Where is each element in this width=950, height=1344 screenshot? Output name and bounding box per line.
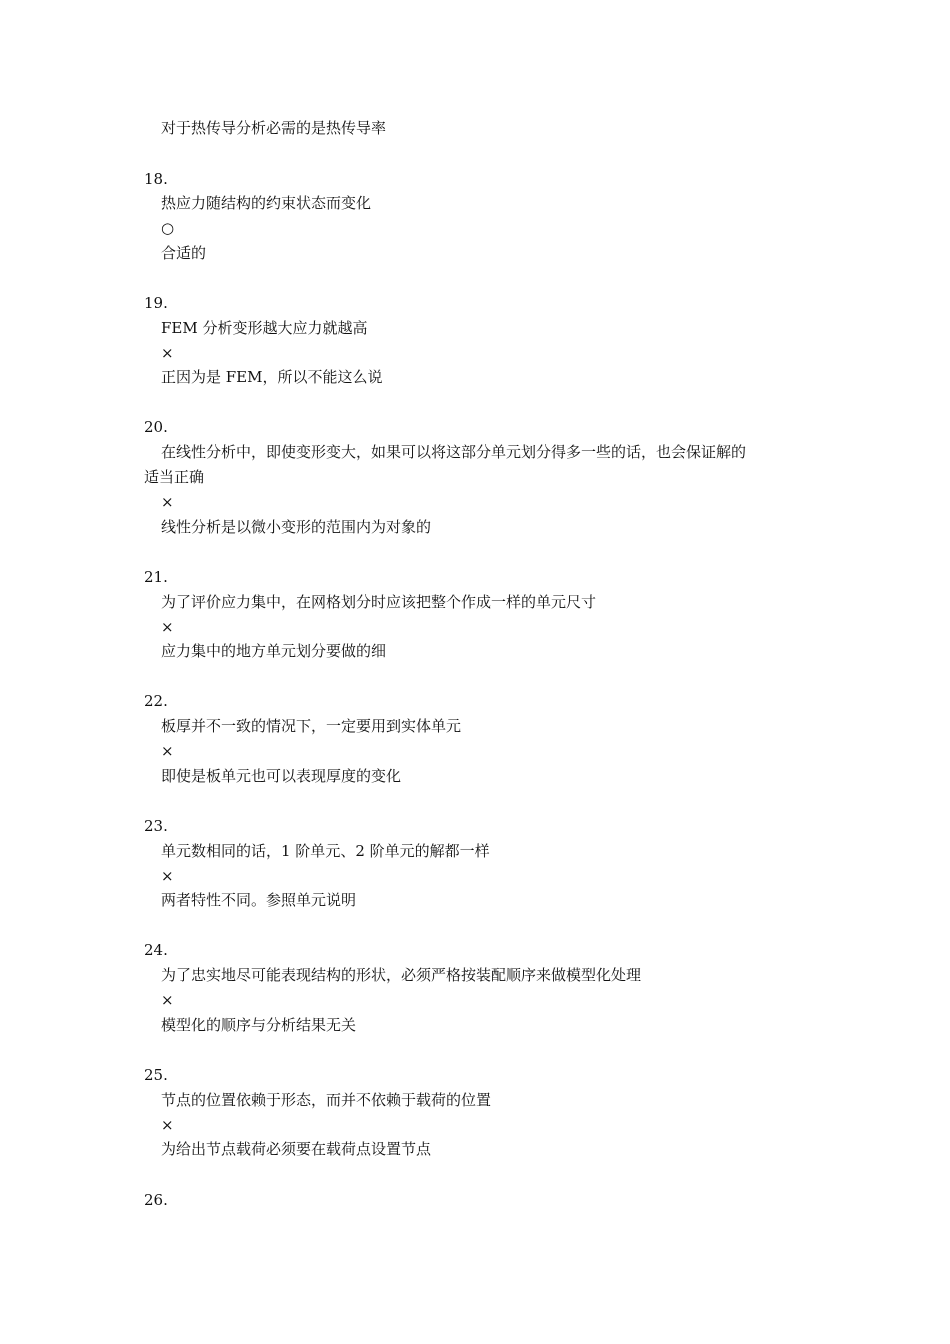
answer-explanation-23: 两者特性不同。参照单元说明	[161, 891, 357, 909]
question-number-19: 19.	[144, 294, 168, 312]
question-text-22: 板厚并不一致的情况下，一定要用到实体单元	[161, 717, 462, 735]
question-number-21: 21.	[144, 568, 168, 586]
answer-explanation-22: 即使是板单元也可以表现厚度的变化	[161, 767, 402, 785]
answer-mark-22: ×	[161, 742, 174, 760]
answer-mark-19: ×	[161, 344, 174, 362]
answer-mark-24: ×	[161, 991, 174, 1009]
question-number-24: 24.	[144, 941, 168, 959]
question-text-18: 热应力随结构的约束状态而变化	[161, 194, 372, 212]
answer-mark-18: ○	[161, 219, 175, 237]
answer-explanation-20: 线性分析是以微小变形的范围内为对象的	[161, 518, 432, 536]
answer-mark-23: ×	[161, 867, 174, 885]
answer-explanation-18: 合适的	[161, 244, 207, 262]
question-text-23: 单元数相同的话，1 阶单元、2 阶单元的解都一样	[161, 842, 490, 860]
question-number-18: 18.	[144, 170, 168, 188]
answer-explanation-17: 对于热传导分析必需的是热传导率	[161, 119, 387, 137]
question-number-23: 23.	[144, 817, 168, 835]
question-number-25: 25.	[144, 1066, 168, 1084]
question-text-24: 为了忠实地尽可能表现结构的形状，必须严格按装配顺序来做模型化处理	[161, 966, 642, 984]
answer-explanation-21: 应力集中的地方单元划分要做的细	[161, 642, 387, 660]
question-text-20-continued: 适当正确	[144, 468, 205, 486]
question-number-20: 20.	[144, 418, 168, 436]
answer-explanation-24: 模型化的顺序与分析结果无关	[161, 1016, 357, 1034]
answer-explanation-19: 正因为是 FEM，所以不能这么说	[161, 368, 383, 386]
question-number-26: 26.	[144, 1191, 168, 1209]
answer-mark-20: ×	[161, 493, 174, 511]
question-text-19: FEM 分析变形越大应力就越高	[161, 319, 368, 337]
answer-explanation-25: 为给出节点载荷必须要在载荷点设置节点	[161, 1140, 432, 1158]
answer-mark-25: ×	[161, 1116, 174, 1134]
question-text-21: 为了评价应力集中，在网格划分时应该把整个作成一样的单元尺寸	[161, 593, 597, 611]
question-text-25: 节点的位置依赖于形态，而并不依赖于载荷的位置	[161, 1091, 492, 1109]
answer-mark-21: ×	[161, 618, 174, 636]
question-text-20: 在线性分析中，即使变形变大，如果可以将这部分单元划分得多一些的话，也会保证解的	[161, 443, 747, 461]
question-number-22: 22.	[144, 692, 168, 710]
